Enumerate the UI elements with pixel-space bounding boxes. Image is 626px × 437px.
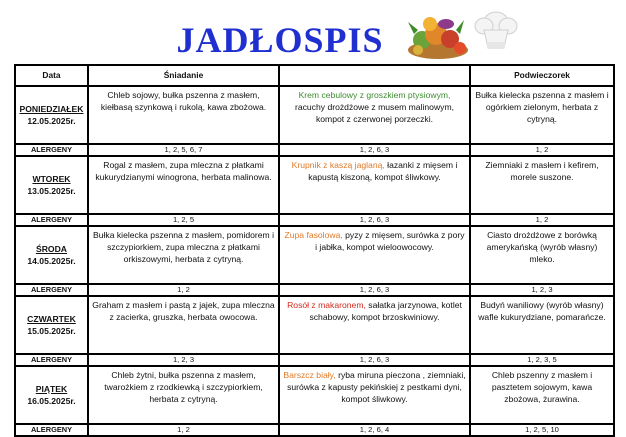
lunch-soup: Zupa fasolowa, bbox=[284, 230, 343, 240]
lunch-main: ryba miruna pieczona , ziemniaki, surówka z kapusty pekińskiej z pestkami dyni, kompot śliwkowy. bbox=[287, 370, 466, 405]
lunch-main: pyzy z mięsem, surówka z pory i jabłka, kompot wieloowocowy. bbox=[315, 230, 465, 253]
allergen-lunch: 1, 2, 6, 4 bbox=[279, 424, 470, 436]
allergen-label: ALERGENY bbox=[15, 144, 88, 156]
day-name: CZWARTEK bbox=[27, 313, 76, 324]
day-date: 12.05.2025r. bbox=[27, 116, 76, 126]
allergen-snack: 1, 2 bbox=[470, 214, 614, 226]
snack-cell: Chleb pszenny z masłem i pasztetem sojowym, kawa zbożowa, żurawina. bbox=[470, 366, 614, 424]
allergen-breakfast: 1, 2 bbox=[88, 284, 279, 296]
allergen-snack: 1, 2 bbox=[470, 144, 614, 156]
allergen-breakfast: 1, 2, 3 bbox=[88, 354, 279, 366]
day-cell bbox=[15, 296, 88, 354]
menu-table bbox=[14, 64, 615, 437]
vegetables-and-chef-hat-icon bbox=[400, 4, 525, 62]
lunch-main: łazanki z mięsem i kapustą kiszoną, kompot śliwkowy. bbox=[308, 160, 458, 183]
lunch-soup: Barszcz biały, bbox=[283, 370, 336, 380]
table-row bbox=[15, 296, 614, 354]
allergen-label: ALERGENY bbox=[15, 354, 88, 366]
header-row bbox=[15, 65, 614, 86]
breakfast-cell: Bułka kielecka pszenna z masłem, pomidorem i szczypiorkiem, zupa mleczna z płatkami orkiszowymi, herbata z cytryną. bbox=[88, 226, 279, 284]
allergen-lunch: 1, 2, 6, 3 bbox=[279, 284, 470, 296]
lunch-cell bbox=[279, 156, 470, 214]
lunch-soup: Krupnik z kaszą jaglaną, bbox=[291, 160, 385, 170]
allergen-label: ALERGENY bbox=[15, 284, 88, 296]
header-lunch bbox=[279, 65, 470, 86]
page-title: JADŁOSPIS bbox=[176, 20, 384, 60]
lunch-cell bbox=[279, 296, 470, 354]
snack-cell: Ziemniaki z masłem i kefirem, morele suszone. bbox=[470, 156, 614, 214]
snack-cell: Bułka kielecka pszenna z masłem i ogórkiem zielonym, herbata z cytryną. bbox=[470, 86, 614, 144]
allergen-snack: 1, 2, 3 bbox=[470, 284, 614, 296]
allergen-lunch: 1, 2, 6, 3 bbox=[279, 144, 470, 156]
allergen-row bbox=[15, 354, 614, 366]
day-date: 15.05.2025r. bbox=[27, 326, 76, 336]
day-date: 16.05.2025r. bbox=[27, 396, 76, 406]
table-row bbox=[15, 366, 614, 424]
breakfast-cell: Graham z masłem i pastą z jajek, zupa mleczna z zacierka, gruszka, herbata owocowa. bbox=[88, 296, 279, 354]
allergen-row bbox=[15, 214, 614, 226]
table-row bbox=[15, 86, 614, 144]
day-cell bbox=[15, 156, 88, 214]
allergen-row bbox=[15, 144, 614, 156]
allergen-label: ALERGENY bbox=[15, 214, 88, 226]
lunch-cell bbox=[279, 86, 470, 144]
day-date: 14.05.2025r. bbox=[27, 256, 76, 266]
breakfast-cell: Rogal z masłem, zupa mleczna z płatkami kukurydzianymi winogrona, herbata malinowa. bbox=[88, 156, 279, 214]
allergen-breakfast: 1, 2 bbox=[88, 424, 279, 436]
allergen-snack: 1, 2, 5, 10 bbox=[470, 424, 614, 436]
header-date: Data bbox=[15, 65, 88, 86]
day-cell bbox=[15, 86, 88, 144]
lunch-soup: Rosół z makaronem, bbox=[287, 300, 366, 310]
lunch-main: racuchy drożdżowe z musem malinowym, kompot z czerwonej porzeczki. bbox=[294, 102, 455, 125]
allergen-breakfast: 1, 2, 5, 6, 7 bbox=[88, 144, 279, 156]
header-breakfast: Śniadanie bbox=[88, 65, 279, 86]
table-row bbox=[15, 156, 614, 214]
day-name: PIĄTEK bbox=[35, 383, 68, 394]
day-cell bbox=[15, 226, 88, 284]
day-name: PONIEDZIAŁEK bbox=[19, 103, 84, 114]
allergen-label: ALERGENY bbox=[15, 424, 88, 436]
snack-cell: Budyń waniliowy (wyrób własny) wafle kukurydziane, pomarańcze. bbox=[470, 296, 614, 354]
breakfast-cell: Chleb sojowy, bułka pszenna z masłem, kiełbasą szynkową i rukolą, kawa zbożowa. bbox=[88, 86, 279, 144]
day-date: 13.05.2025r. bbox=[27, 186, 76, 196]
lunch-main: sałatka jarzynowa, kotlet schabowy, kompot brzoskwiniowy. bbox=[309, 300, 462, 323]
day-name: ŚRODA bbox=[35, 243, 68, 254]
day-cell bbox=[15, 366, 88, 424]
lunch-cell bbox=[279, 226, 470, 284]
allergen-lunch: 1, 2, 6, 3 bbox=[279, 354, 470, 366]
header-snack: Podwieczorek bbox=[470, 65, 614, 86]
allergen-row bbox=[15, 424, 614, 436]
allergen-row bbox=[15, 284, 614, 296]
allergen-lunch: 1, 2, 6, 3 bbox=[279, 214, 470, 226]
lunch-soup: Krem cebulowy z groszkiem ptysiowym, bbox=[298, 90, 451, 100]
allergen-breakfast: 1, 2, 5 bbox=[88, 214, 279, 226]
day-name: WTOREK bbox=[32, 173, 71, 184]
allergen-snack: 1, 2, 3, 5 bbox=[470, 354, 614, 366]
lunch-cell bbox=[279, 366, 470, 424]
snack-cell: Ciasto drożdżowe z borówką amerykańską (wyrób własny) mleko. bbox=[470, 226, 614, 284]
table-row bbox=[15, 226, 614, 284]
breakfast-cell: Chleb żytni, bułka pszenna z masłem, twarożkiem z rzodkiewką i szczypiorkiem, herbata z cytryną. bbox=[88, 366, 279, 424]
